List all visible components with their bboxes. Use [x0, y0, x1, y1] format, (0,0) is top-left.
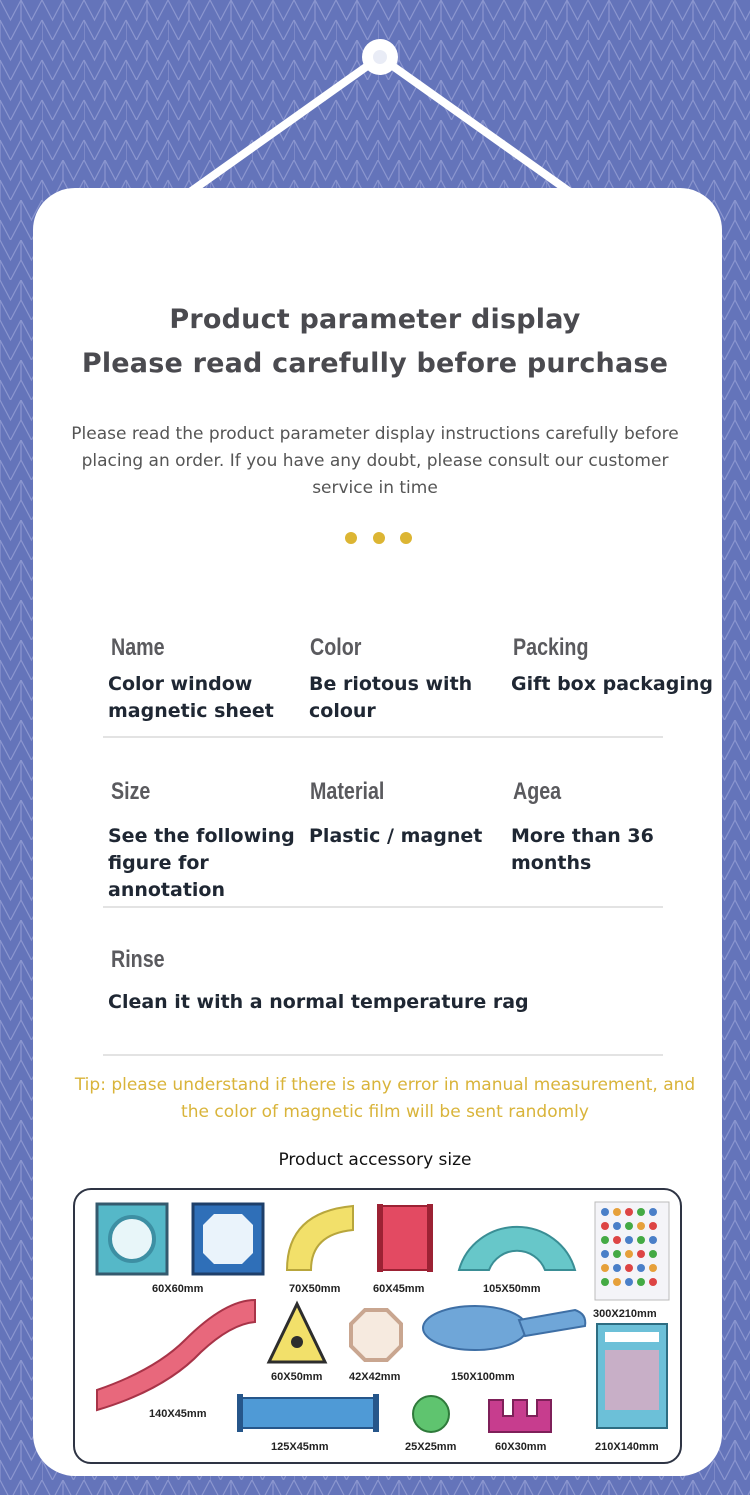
param-value-packing: Gift box packaging	[511, 673, 713, 695]
tip-text: Tip: please understand if there is any error in manual measurement, and the color of magnetic film will be sent randomly	[74, 1075, 696, 1122]
size-label-square: 60X60mm	[152, 1283, 204, 1295]
intro-text: Please read the product parameter display instructions carefully before placing an order. If you have any doubt, please consult our customer service in time	[71, 424, 679, 498]
size-label-slide: 140X45mm	[149, 1408, 207, 1420]
long-tube-icon	[237, 1394, 379, 1432]
accessory-title: Product accessory size	[278, 1150, 472, 1170]
param-label-material: Material	[310, 778, 385, 805]
size-label-arch: 105X50mm	[483, 1283, 541, 1295]
size-label-octagon: 42X42mm	[349, 1371, 401, 1383]
hanger-string	[0, 0, 750, 200]
param-label-age: Agea	[513, 778, 562, 805]
param-value-name: Color window magnetic sheet	[108, 673, 274, 722]
size-label-tube: 60X45mm	[373, 1283, 425, 1295]
funnel-track-icon	[423, 1306, 585, 1350]
size-label-curve: 70X50mm	[289, 1283, 341, 1295]
triangle-tile-icon	[269, 1304, 325, 1362]
param-value-age: More than 36 months	[511, 825, 654, 874]
octagon-window-tile-icon	[193, 1204, 263, 1274]
accessory-size-diagram	[73, 1188, 682, 1464]
slide-track-icon	[97, 1300, 255, 1410]
page-title: Product parameter display	[169, 304, 581, 335]
size-label-triangle: 60X50mm	[271, 1371, 323, 1383]
square-tile-icon	[97, 1204, 167, 1274]
param-value-color: Be riotous with colour	[309, 673, 473, 722]
decor-dot	[373, 532, 385, 544]
ball-icon	[413, 1396, 449, 1432]
sticker-sheet-icon	[595, 1202, 669, 1300]
param-label-size: Size	[111, 778, 151, 805]
divider	[103, 906, 663, 908]
divider	[103, 736, 663, 738]
param-label-color: Color	[310, 634, 362, 661]
curve-track-icon	[287, 1206, 353, 1270]
red-tube-icon	[377, 1204, 433, 1272]
param-value-size: See the following figure for annotation	[108, 825, 295, 901]
divider	[103, 1054, 663, 1056]
accessory-illustrations	[75, 1190, 680, 1462]
octagon-frame-icon	[351, 1310, 401, 1360]
size-label-funnel: 150X100mm	[451, 1371, 515, 1383]
size-label-box: 210X140mm	[595, 1441, 659, 1453]
decor-dot	[345, 532, 357, 544]
param-value-material: Plastic / magnet	[309, 825, 483, 847]
decor-dot	[400, 532, 412, 544]
size-label-connector: 60X30mm	[495, 1441, 547, 1453]
param-label-rinse: Rinse	[111, 946, 165, 973]
param-label-name: Name	[111, 634, 165, 661]
arch-track-icon	[459, 1227, 575, 1270]
param-label-packing: Packing	[513, 634, 589, 661]
size-label-long-tube: 125X45mm	[271, 1441, 329, 1453]
param-value-rinse: Clean it with a normal temperature rag	[108, 991, 529, 1013]
connector-piece-icon	[489, 1400, 551, 1432]
page-subtitle: Please read carefully before purchase	[81, 348, 669, 379]
gift-box-icon	[597, 1324, 667, 1428]
size-label-sticker: 300X210mm	[593, 1308, 657, 1320]
size-label-ball: 25X25mm	[405, 1441, 457, 1453]
